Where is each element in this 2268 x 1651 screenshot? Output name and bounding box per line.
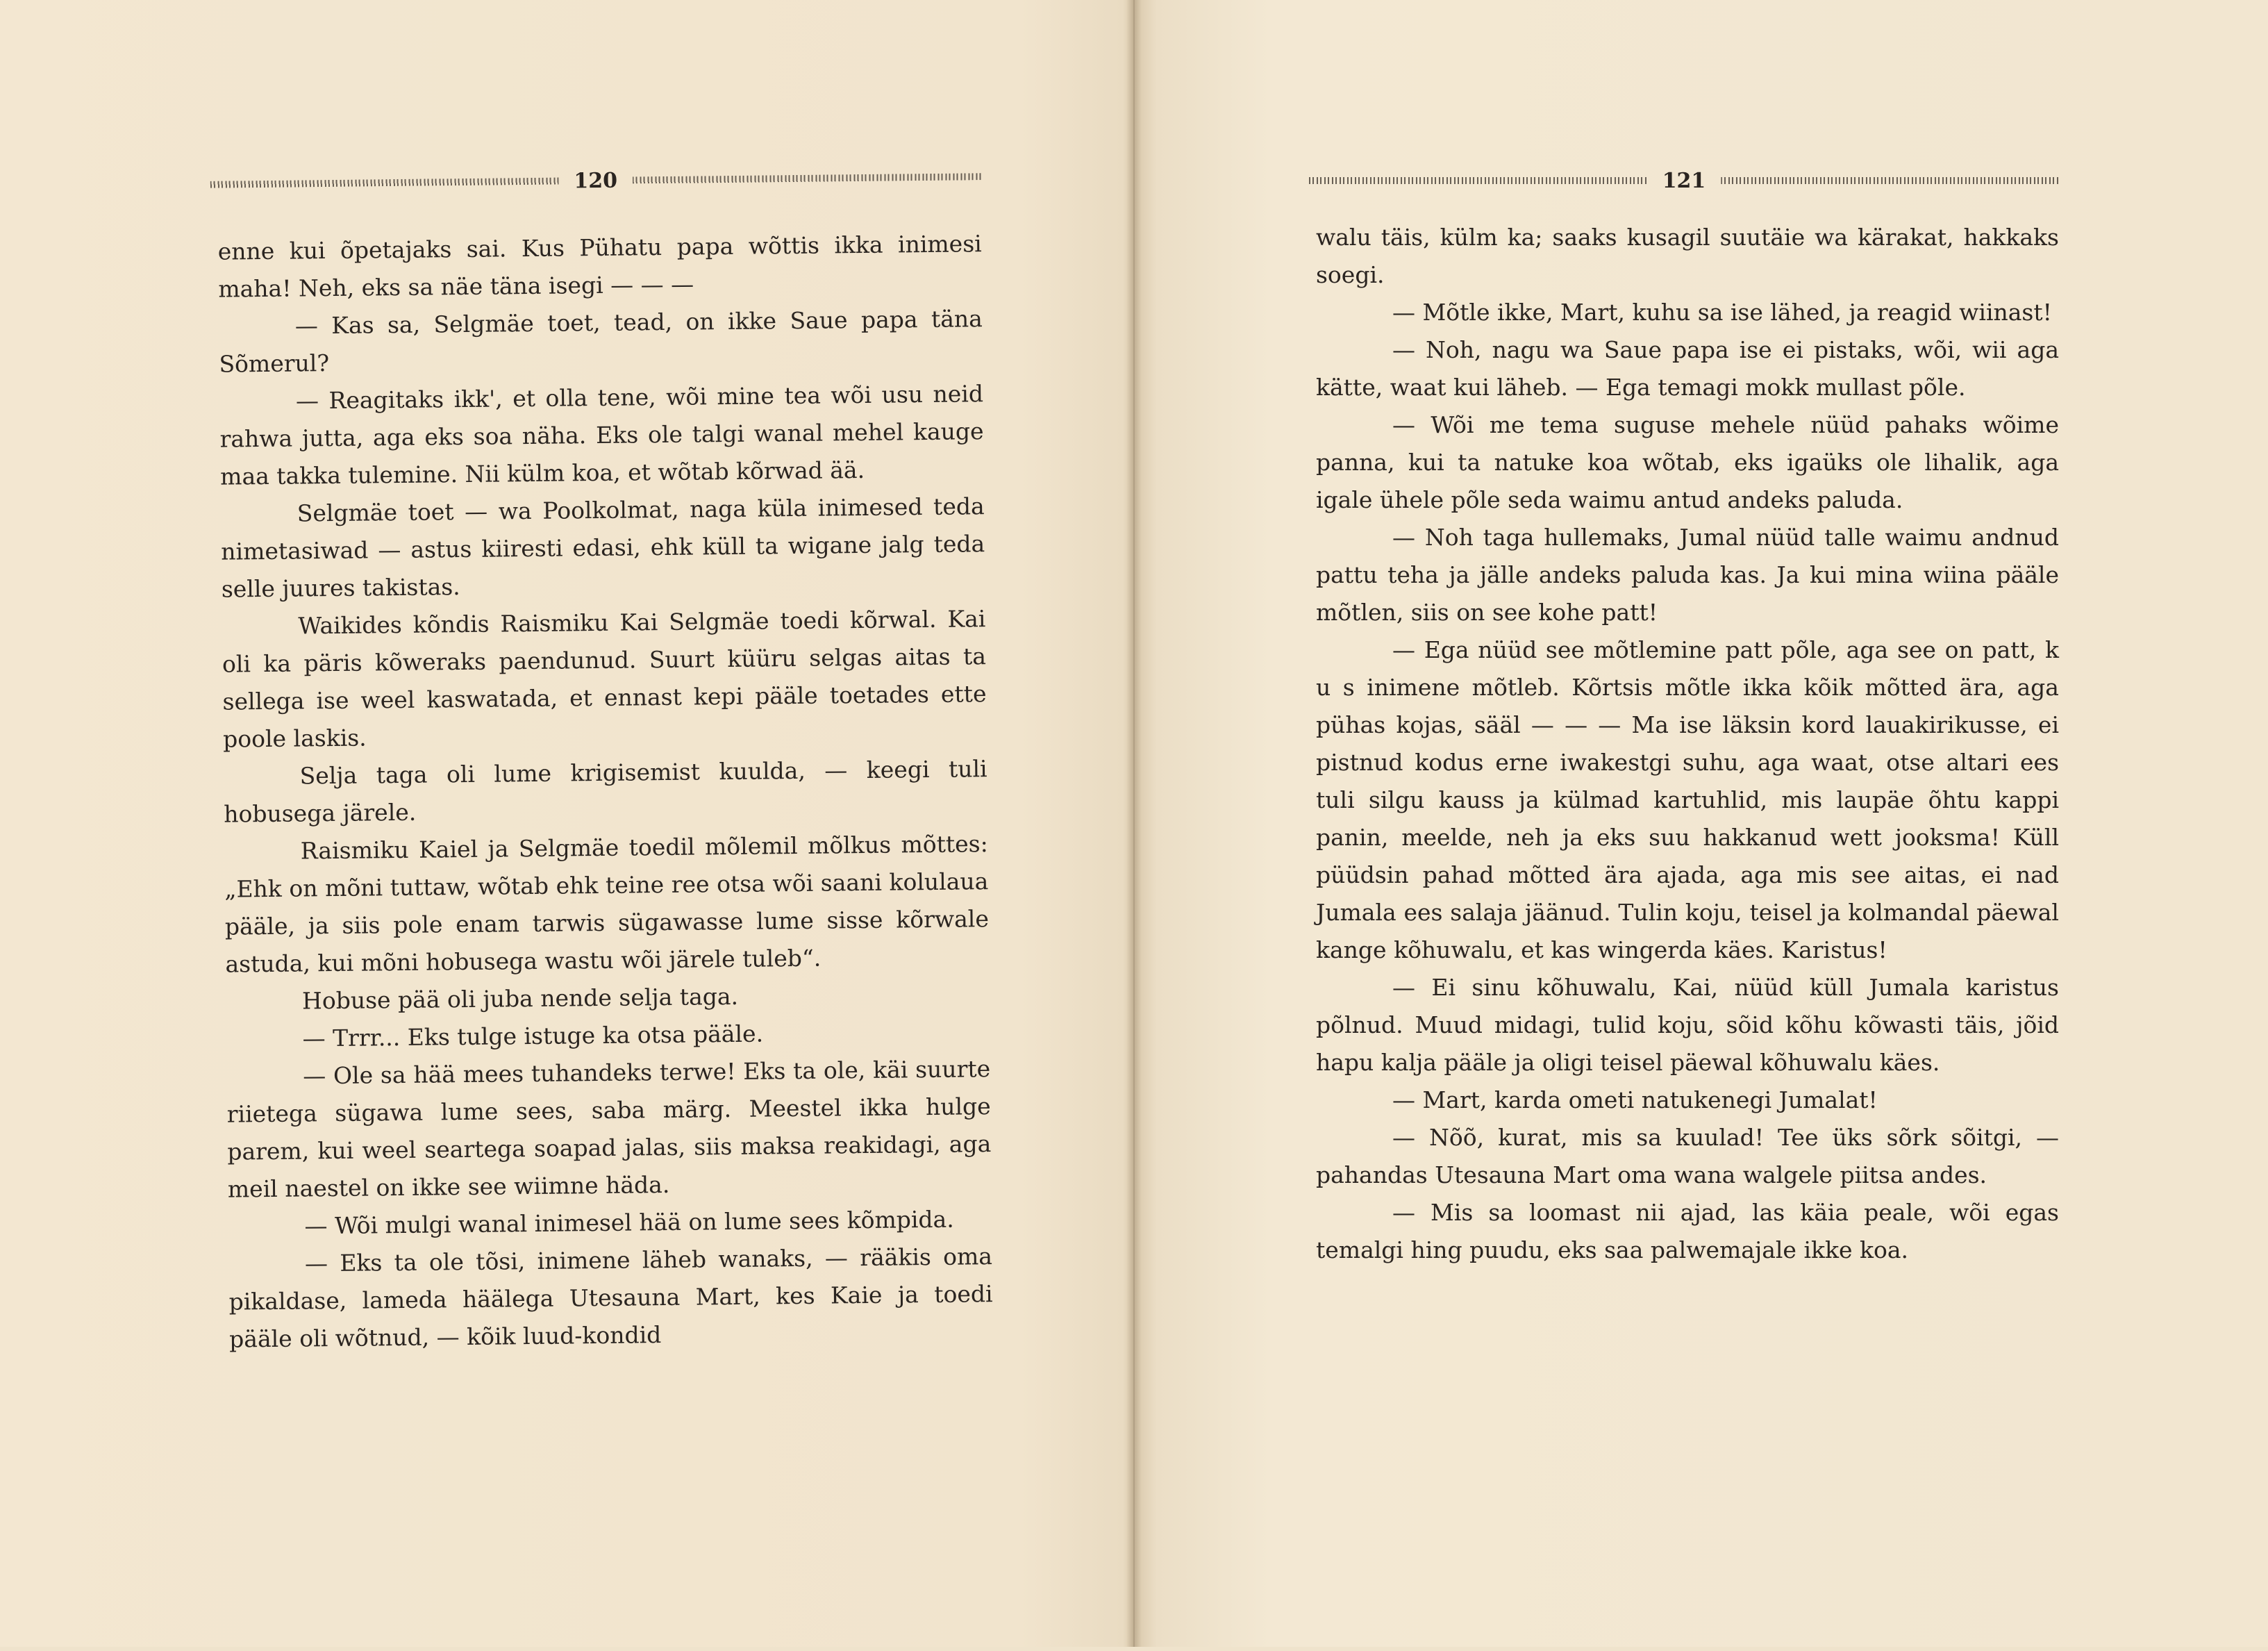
paragraph: Selja taga oli lume krigisemist kuulda, — keegi tuli hobusega järele. (224, 755, 987, 828)
page-text (217, 225, 993, 1358)
paragraph: — Noh, nagu wa Saue papa ise ei pistaks, wõi, wii aga kätte, waat kui läheb. — Ega temagi mokk mullast põle. (1316, 336, 2059, 401)
right-page (1309, 0, 2059, 1647)
running-head-left (210, 163, 981, 199)
paragraph: — Nõõ, kurat, mis sa kuulad! Tee üks sõrk sõitgi, — pahandas Utesauna Mart oma wana walgele piitsa andes. (1316, 1124, 2059, 1188)
paragraph: — Ole sa hää mees tuhandeks terwe! Eks ta ole, käi suurte riietega sügawa lume sees, saba märg. Meestel ikka hulge parem, kui weel seartega soapad jalas, siis maksa reakidagi, aga meil naestel on ikke see wiimne häda. (226, 1055, 992, 1203)
ornament-rule (1721, 177, 2059, 184)
paragraph: — Wõi mulgi wanal inimesel hää on lume sees kõmpida. (304, 1205, 954, 1240)
paragraph: — Mis sa loomast nii ajad, las käia peale, wõi egas temalgi hing puudu, eks saa palwemajale ikke koa. (1316, 1199, 2059, 1263)
paragraph: — Mart, karda ometi natukenegi Jumalat! (1392, 1086, 1878, 1113)
paragraph: Waikides kõndis Raismiku Kai Selgmäe toedi kõrwal. Kai oli ka päris kõweraks paendunud. Suurt küüru selgas aitas ta sellega ise weel kaswatada, et ennast kepi pääle toetades ette poole laskis. (222, 605, 987, 753)
paragraph: Hobuse pää oli juba nende selja taga. (301, 982, 739, 1015)
paragraph: — Eks ta ole tõsi, inimene läheb wanaks, — rääkis oma pikaldase, lameda häälega Utesauna Mart, kes Kaie ja toedi pääle oli wõtnud, — kõik luud-kondid (228, 1243, 993, 1353)
left-page (208, 0, 997, 1651)
paragraph: — Wõi me tema suguse mehele nüüd pahaks wõime panna, kui ta natuke koa wõtab, eks igaüks ole lihalik, aga igale ühele põle seda waimu antud andeks paluda. (1316, 411, 2059, 513)
page-text (1316, 219, 2059, 1269)
running-head-right (1309, 167, 2059, 194)
page-number: 121 (1662, 168, 1706, 193)
ornament-rule (633, 173, 981, 183)
paragraph: Raismiku Kaiel ja Selgmäe toedil mõlemil mõlkus mõttes: „Ehk on mõni tuttaw, wõtab ehk teine ree otsa wõi saani kolulaua pääle, ja siis pole enam tarwis sügawasse lume sisse kõrwale astuda, kui mõni hobusega wastu wõi järele tuleb“. (224, 830, 990, 978)
paragraph: — Noh taga hullemaks, Jumal nüüd talle waimu andnud pattu teha ja jälle andeks paluda kas. Ja kui mina wiina pääle mõtlen, siis on see kohe patt! (1316, 524, 2059, 626)
paragraph: — Ega nüüd see mõtlemine patt põle, aga see on patt, k u s inimene mõtleb. Kõrtsis mõtle ikka kõik mõtted ära, aga pühas kojas, sääl — — — Ma ise läksin kord lauakirikusse, ei pistnud kodus erne iwakestgi suhu, aga waat, otse altari ees tuli silgu kauss ja külmad kartuhlid, mis laupäe õhtu kappi panin, meelde, neh ja eks suu hakkanud wett jooksma! Küll püüdsin pahad mõtted ära ajada, aga mis see aitas, ei nad Jumala ees salaja jäänud. Tulin koju, teisel ja kolmandal päewal kange kõhuwalu, et kas wingerda käes. Karistus! (1316, 636, 2059, 963)
paragraph: walu täis, külm ka; saaks kusagil suutäie wa kärakat, hakkaks soegi. (1316, 224, 2059, 288)
paragraph: enne kui õpetajaks sai. Kus Pühatu papa wõttis ikka inimesi maha! Neh, eks sa näe täna isegi — — — (217, 230, 982, 303)
ornament-rule (1309, 177, 1647, 184)
paragraph: — Reagitaks ikk', et olla tene, wõi mine tea wõi usu neid rahwa jutta, aga eks soa näha. Eks ole talgi wanal mehel kauge maa takka tulemine. Nii külm koa, et wõtab kõrwad ää. (219, 380, 984, 490)
paragraph: — Kas sa, Selgmäe toet, tead, on ikke Saue papa täna Sõmerul? (219, 305, 983, 378)
book-gutter (1126, 0, 1142, 1647)
paragraph: — Ei sinu kõhuwalu, Kai, nüüd küll Jumala karistus põlnud. Muud midagi, tulid koju, sõid kõhu kõwasti täis, jõid hapu kalja pääle ja oligi teisel päewal kõhuwalu käes. (1316, 974, 2059, 1076)
ornament-rule (210, 178, 559, 188)
paragraph: — Trrr... Eks tulge istuge ka otsa pääle. (302, 1020, 764, 1052)
page-number: 120 (574, 168, 618, 193)
paragraph: Selgmäe toet — wa Poolkolmat, naga küla inimesed teda nimetasiwad — astus kiiresti edasi, ehk küll ta wigane jalg teda selle juures takistas. (221, 492, 985, 603)
paragraph: — Mõtle ikke, Mart, kuhu sa ise lähed, ja reagid wiinast! (1392, 299, 2052, 326)
